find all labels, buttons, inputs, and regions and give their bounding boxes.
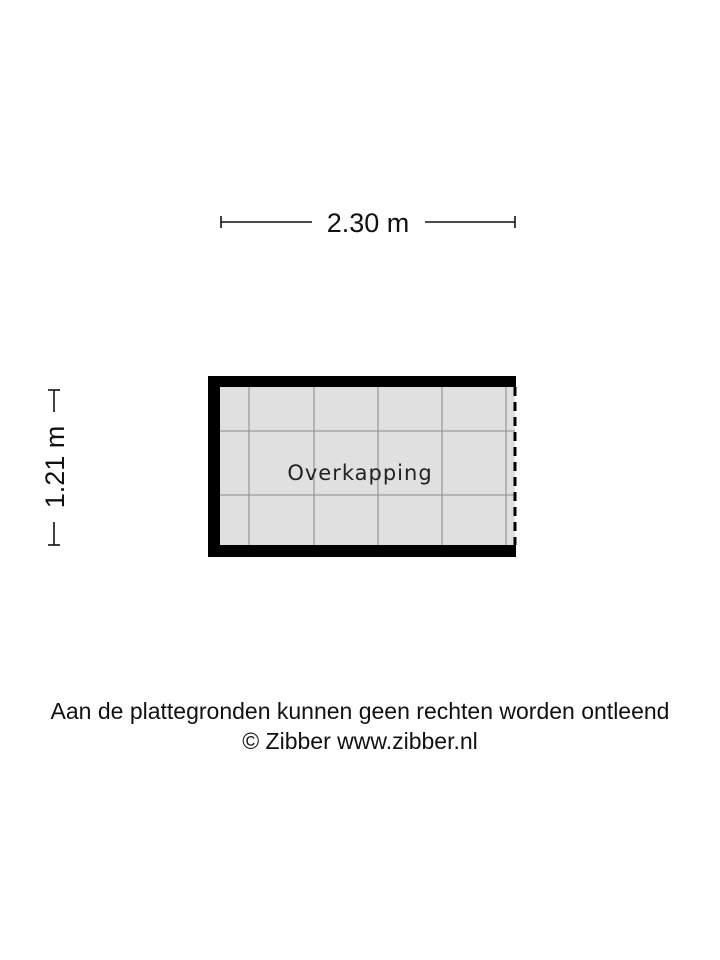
wall-top xyxy=(208,376,516,387)
room-label: Overkapping xyxy=(287,461,433,485)
width-dimension xyxy=(221,208,515,238)
wall-left xyxy=(208,376,220,557)
width-dimension-label: 2.30 m xyxy=(326,208,410,238)
room-overkapping xyxy=(208,376,516,557)
disclaimer-text: Aan de plattegronden kunnen geen rechten worden ontleend xyxy=(50,698,670,724)
height-dimension xyxy=(40,390,70,545)
height-dimension-label: 1.21 m xyxy=(40,425,70,509)
copyright-text: © Zibber www.zibber.nl xyxy=(242,728,478,754)
wall-bottom xyxy=(208,545,516,557)
